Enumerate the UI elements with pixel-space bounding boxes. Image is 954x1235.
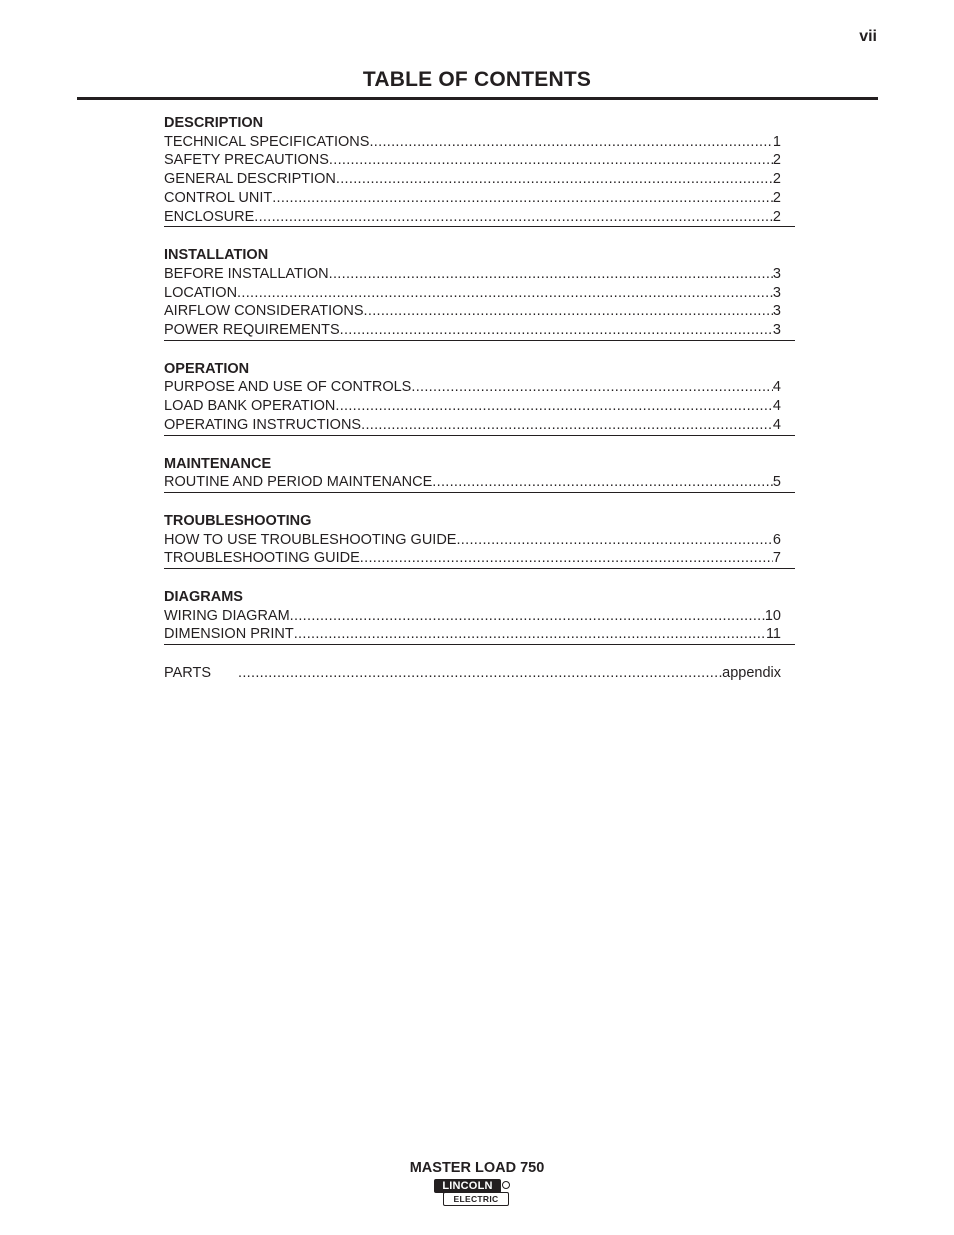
- entry-page: 6: [772, 531, 781, 548]
- dot-leader: [335, 397, 773, 416]
- page-number: vii: [859, 28, 877, 45]
- dot-leader: [238, 664, 722, 683]
- section-entries: [164, 607, 795, 645]
- entry-label: POWER REQUIREMENTS: [164, 322, 340, 339]
- section-heading: MAINTENANCE: [164, 455, 272, 472]
- dot-leader: [364, 302, 773, 321]
- toc-section-description: [164, 114, 795, 227]
- entry-page: 11: [765, 626, 781, 643]
- section-entries: [164, 473, 795, 493]
- entry-label: SAFETY PRECAUTIONS: [164, 152, 329, 169]
- entry-label: GENERAL DESCRIPTION: [164, 171, 336, 188]
- dot-leader: [290, 607, 765, 626]
- entry-label: DIMENSION PRINT: [164, 626, 294, 643]
- dot-leader: [369, 133, 772, 152]
- entry-label: WIRING DIAGRAM: [164, 607, 290, 624]
- lincoln-electric-logo: [432, 1179, 512, 1207]
- toc-section-troubleshooting: [164, 512, 795, 569]
- toc-entry[interactable]: [164, 208, 781, 227]
- entry-page: 3: [772, 303, 781, 320]
- toc-section-diagrams: [164, 588, 795, 645]
- entry-label: BEFORE INSTALLATION: [164, 265, 329, 282]
- dot-leader: [336, 170, 773, 189]
- page-title: TABLE OF CONTENTS: [362, 68, 592, 91]
- toc-entry[interactable]: [164, 625, 781, 644]
- entry-label: TECHNICAL SPECIFICATIONS: [164, 133, 370, 150]
- toc-entry[interactable]: [164, 473, 781, 492]
- table-of-contents: [164, 114, 795, 683]
- toc-section-maintenance: [164, 455, 795, 493]
- toc-entry[interactable]: [164, 133, 781, 152]
- registered-mark-icon: [502, 1181, 510, 1189]
- dot-leader: [254, 208, 773, 227]
- section-entries: [164, 133, 795, 228]
- dot-leader: [360, 549, 773, 568]
- toc-entry[interactable]: [164, 416, 781, 435]
- dot-leader: [272, 189, 773, 208]
- section-entries: [164, 378, 795, 435]
- entry-page: 3: [772, 284, 781, 301]
- entry-page: 2: [772, 152, 781, 169]
- entry-page: appendix: [722, 665, 781, 682]
- dot-leader: [411, 378, 773, 397]
- section-heading: DIAGRAMS: [164, 589, 243, 606]
- entry-label: PURPOSE AND USE OF CONTROLS: [164, 379, 412, 396]
- toc-entry[interactable]: [164, 397, 781, 416]
- toc-entry[interactable]: [164, 321, 781, 340]
- section-heading: OPERATION: [164, 360, 250, 377]
- entry-page: 3: [772, 265, 781, 282]
- entry-page: 4: [772, 416, 781, 433]
- entry-label: ROUTINE AND PERIOD MAINTENANCE: [164, 474, 433, 491]
- section-heading: INSTALLATION: [164, 247, 269, 264]
- entry-label: PARTS: [164, 665, 212, 682]
- logo-top-text: LINCOLN: [434, 1179, 501, 1193]
- dot-leader: [237, 284, 773, 303]
- toc-entry[interactable]: [164, 549, 781, 568]
- dot-leader: [432, 473, 773, 492]
- entry-label: LOAD BANK OPERATION: [164, 398, 336, 415]
- entry-page: 5: [772, 474, 781, 491]
- entry-label: HOW TO USE TROUBLESHOOTING GUIDE: [164, 531, 457, 548]
- entry-page: 2: [772, 171, 781, 188]
- entry-page: 4: [772, 398, 781, 415]
- footer-model-name: MASTER LOAD 750: [409, 1160, 545, 1176]
- section-heading: TROUBLESHOOTING: [164, 512, 312, 529]
- toc-entry[interactable]: [164, 151, 781, 170]
- toc-entry-parts[interactable]: [164, 664, 781, 683]
- toc-section-installation: [164, 246, 795, 341]
- toc-entry[interactable]: [164, 284, 781, 303]
- entry-label: ENCLOSURE: [164, 208, 255, 225]
- section-heading: DESCRIPTION: [164, 115, 264, 131]
- entry-page: 2: [772, 189, 781, 206]
- section-entries: [164, 531, 795, 569]
- entry-label: TROUBLESHOOTING GUIDE: [164, 550, 360, 567]
- entry-label: LOCATION: [164, 284, 238, 301]
- title-rule: [77, 97, 878, 100]
- toc-entry[interactable]: [164, 378, 781, 397]
- dot-leader: [456, 531, 772, 550]
- dot-leader: [361, 416, 773, 435]
- logo-bottom-text: ELECTRIC: [443, 1192, 509, 1206]
- entry-label: OPERATING INSTRUCTIONS: [164, 416, 362, 433]
- toc-entry[interactable]: [164, 302, 781, 321]
- toc-entry[interactable]: [164, 531, 781, 550]
- toc-entry[interactable]: [164, 607, 781, 626]
- dot-leader: [294, 625, 766, 644]
- dot-leader: [329, 265, 773, 284]
- dot-leader: [329, 151, 773, 170]
- entry-page: 2: [772, 208, 781, 225]
- dot-leader: [340, 321, 773, 340]
- entry-label: CONTROL UNIT: [164, 189, 273, 206]
- toc-entry[interactable]: [164, 189, 781, 208]
- section-entries: [164, 265, 795, 341]
- entry-page: 7: [772, 550, 781, 567]
- entry-page: 1: [772, 133, 781, 150]
- toc-entry[interactable]: [164, 170, 781, 189]
- toc-section-operation: [164, 360, 795, 436]
- entry-label: AIRFLOW CONSIDERATIONS: [164, 303, 364, 320]
- entry-page: 3: [772, 322, 781, 339]
- entry-page: 4: [772, 379, 781, 396]
- toc-entry[interactable]: [164, 265, 781, 284]
- entry-page: 10: [764, 607, 781, 624]
